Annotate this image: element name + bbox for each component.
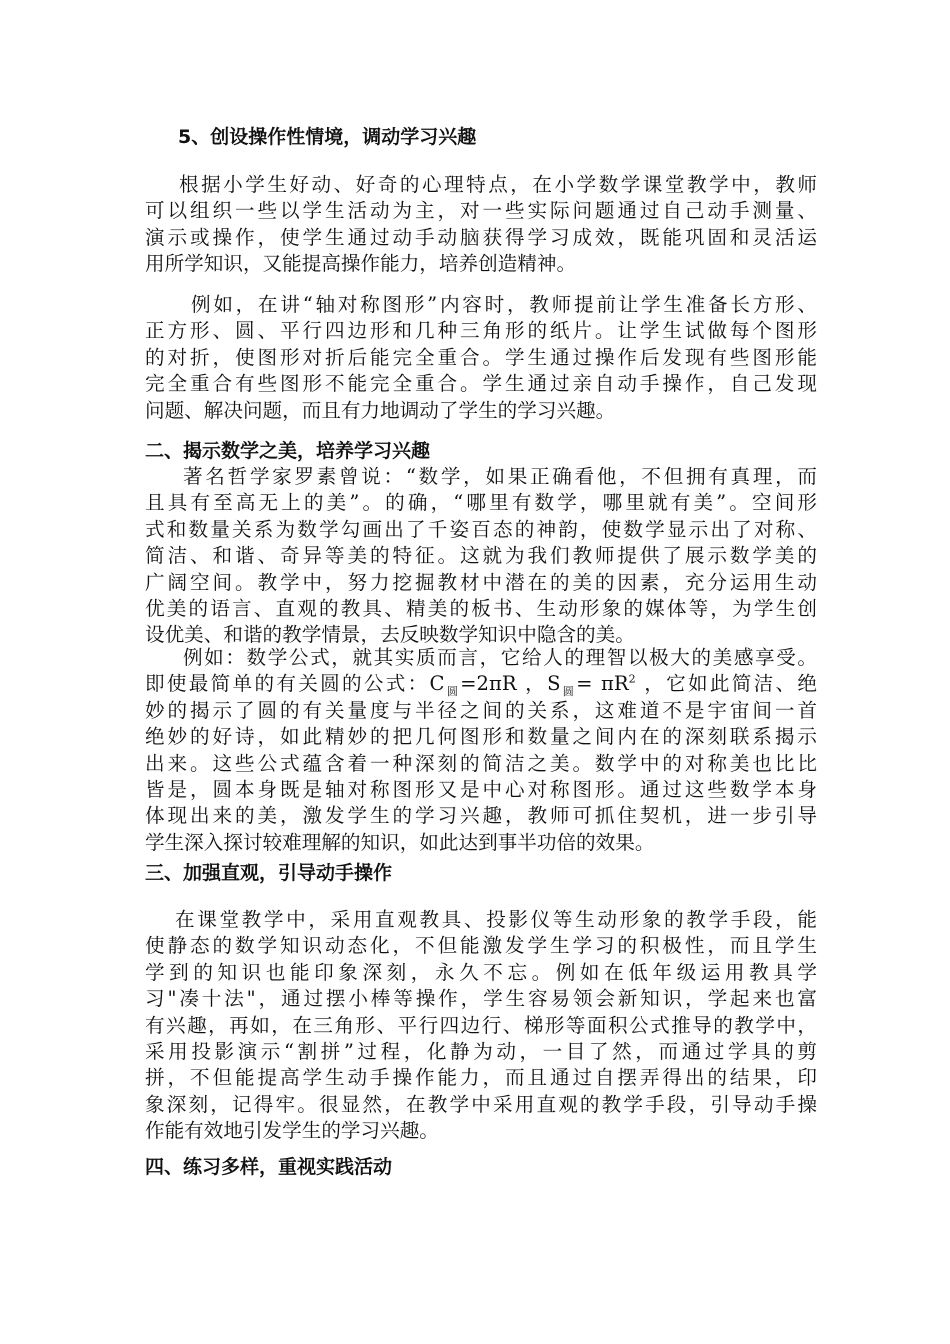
formula-area: = πR [576,672,629,696]
text-line: 根据小学生好动、好奇的心理特点，在小学数学课堂教学中，教师 [179,173,817,196]
text-line: 皆是，圆本身既是轴对称图形又是中心对称图形。通过这些数学本身 [145,778,817,802]
text-line: 设优美、和谐的教学情景，去反映数学知识中隐含的美。 [145,623,635,647]
text-line: 体现出来的美，激发学生的学习兴趣，教师可抓住契机，进一步引导 [145,804,817,828]
text-line: 著名哲学家罗素曾说：“数学，如果正确看他，不但拥有真理，而 [183,465,817,488]
text-line: 妙的揭示了圆的有关量度与半径之间的关系，这难道不是宇宙间一首 [145,698,817,722]
text-line: 式和数量关系为数学勾画出了千姿百态的神韵，使数学显示出了对称、 [145,517,817,541]
section-2-paragraph-2 [145,645,817,856]
section-3-heading: 三、加强直观，引导动手操作 [145,862,393,884]
section-4-heading: 四、练习多样，重视实践活动 [145,1156,393,1178]
text-line: 在课堂教学中，采用直观教具、投影仪等生动形象的教学手段，能 [175,908,817,931]
section-2-heading: 二、揭示数学之美，培养学习兴趣 [145,440,431,462]
text-line: 绝妙的好诗，如此精妙的把几何图形和数量之间内在的深刻联系揭示 [145,725,817,749]
text-line: 可以组织一些以学生活动为主，对一些实际问题通过自己动手测量、 [145,199,817,223]
section-5-paragraph-2 [145,292,817,424]
text-line: 广阔空间。教学中，努力挖掘教材中潜在的美的因素，充分运用生动 [145,570,817,594]
formula-circumference: =2πR ，S [460,672,561,696]
section-2-paragraph-1 [145,464,817,649]
text-line: 问题、解决问题，而且有力地调动了学生的学习兴趣。 [145,398,616,422]
text-segment: ，它如此简洁、绝 [635,672,818,696]
text-line: 拼，不但能提高学生动手操作能力，而且通过自摆弄得出的结果，印 [145,1066,817,1090]
text-line: 简洁、和谐、奇异等美的特征。这就为我们教师提供了展示数学美的 [145,544,817,568]
subscript-circle: 圆 [444,685,461,699]
formula-line [145,671,817,697]
text-line: 作能有效地引发学生的学习兴趣。 [145,1119,439,1143]
text-line: 出来。这些公式蕴含着一种深刻的简洁之美。数学中的对称美也比比 [145,751,817,775]
text-line: 学生深入探讨较难理解的知识，如此达到事半功倍的效果。 [145,830,655,854]
text-line: 使静态的数学知识动态化，不但能激发学生学习的积极性，而且学生 [145,934,817,958]
text-line: 习"凑十法"，通过摆小棒等操作，学生容易领会新知识，学起来也富 [145,987,817,1011]
text-line: 有兴趣，再如，在三角形、平行四边行、梯形等面积公式推导的教学中， [145,1013,817,1037]
text-line: 且具有至高无上的美”。的确，“哪里有数学，哪里就有美”。空间形 [145,491,817,515]
text-line: 例如，在讲“轴对称图形”内容时，教师提前让学生准备长方形、 [191,293,817,316]
text-line: 用所学知识，又能提高操作能力，培养创造精神。 [145,252,577,276]
text-line: 的对折，使图形对折后能完全重合。学生通过操作后发现有些图形能 [145,345,817,369]
text-line: 采用投影演示“割拼”过程，化静为动，一目了然，而通过学具的剪 [145,1040,817,1064]
section-3-paragraph-1 [145,907,817,1145]
text-line: 完全重合有些图形不能完全重合。学生通过亲自动手操作，自己发现 [145,372,817,396]
text-line: 象深刻，记得牢。很显然，在教学中采用直观的教学手段，引导动手操 [145,1092,817,1116]
text-line: 例如：数学公式，就其实质而言，它给人的理智以极大的美感享受。 [183,646,817,669]
text-line: 学到的知识也能印象深刻，永久不忘。例如在低年级运用教具学 [145,960,817,984]
section-5-paragraph-1 [145,172,817,278]
text-line: 演示或操作，使学生通过动手动脑获得学习成效，既能巩固和灵活运 [145,225,817,249]
section-5-heading: 5、创设操作性情境，调动学习兴趣 [178,126,477,148]
text-segment: 即使最简单的有关圆的公式：C [145,672,445,696]
text-line: 正方形、圆、平行四边形和几种三角形的纸片。让学生试做每个图形 [145,319,817,343]
subscript-circle: 圆 [560,685,577,699]
text-line: 优美的语言、直观的教具、精美的板书、生动形象的媒体等，为学生创 [145,597,817,621]
superscript-two: 2 [628,672,636,686]
